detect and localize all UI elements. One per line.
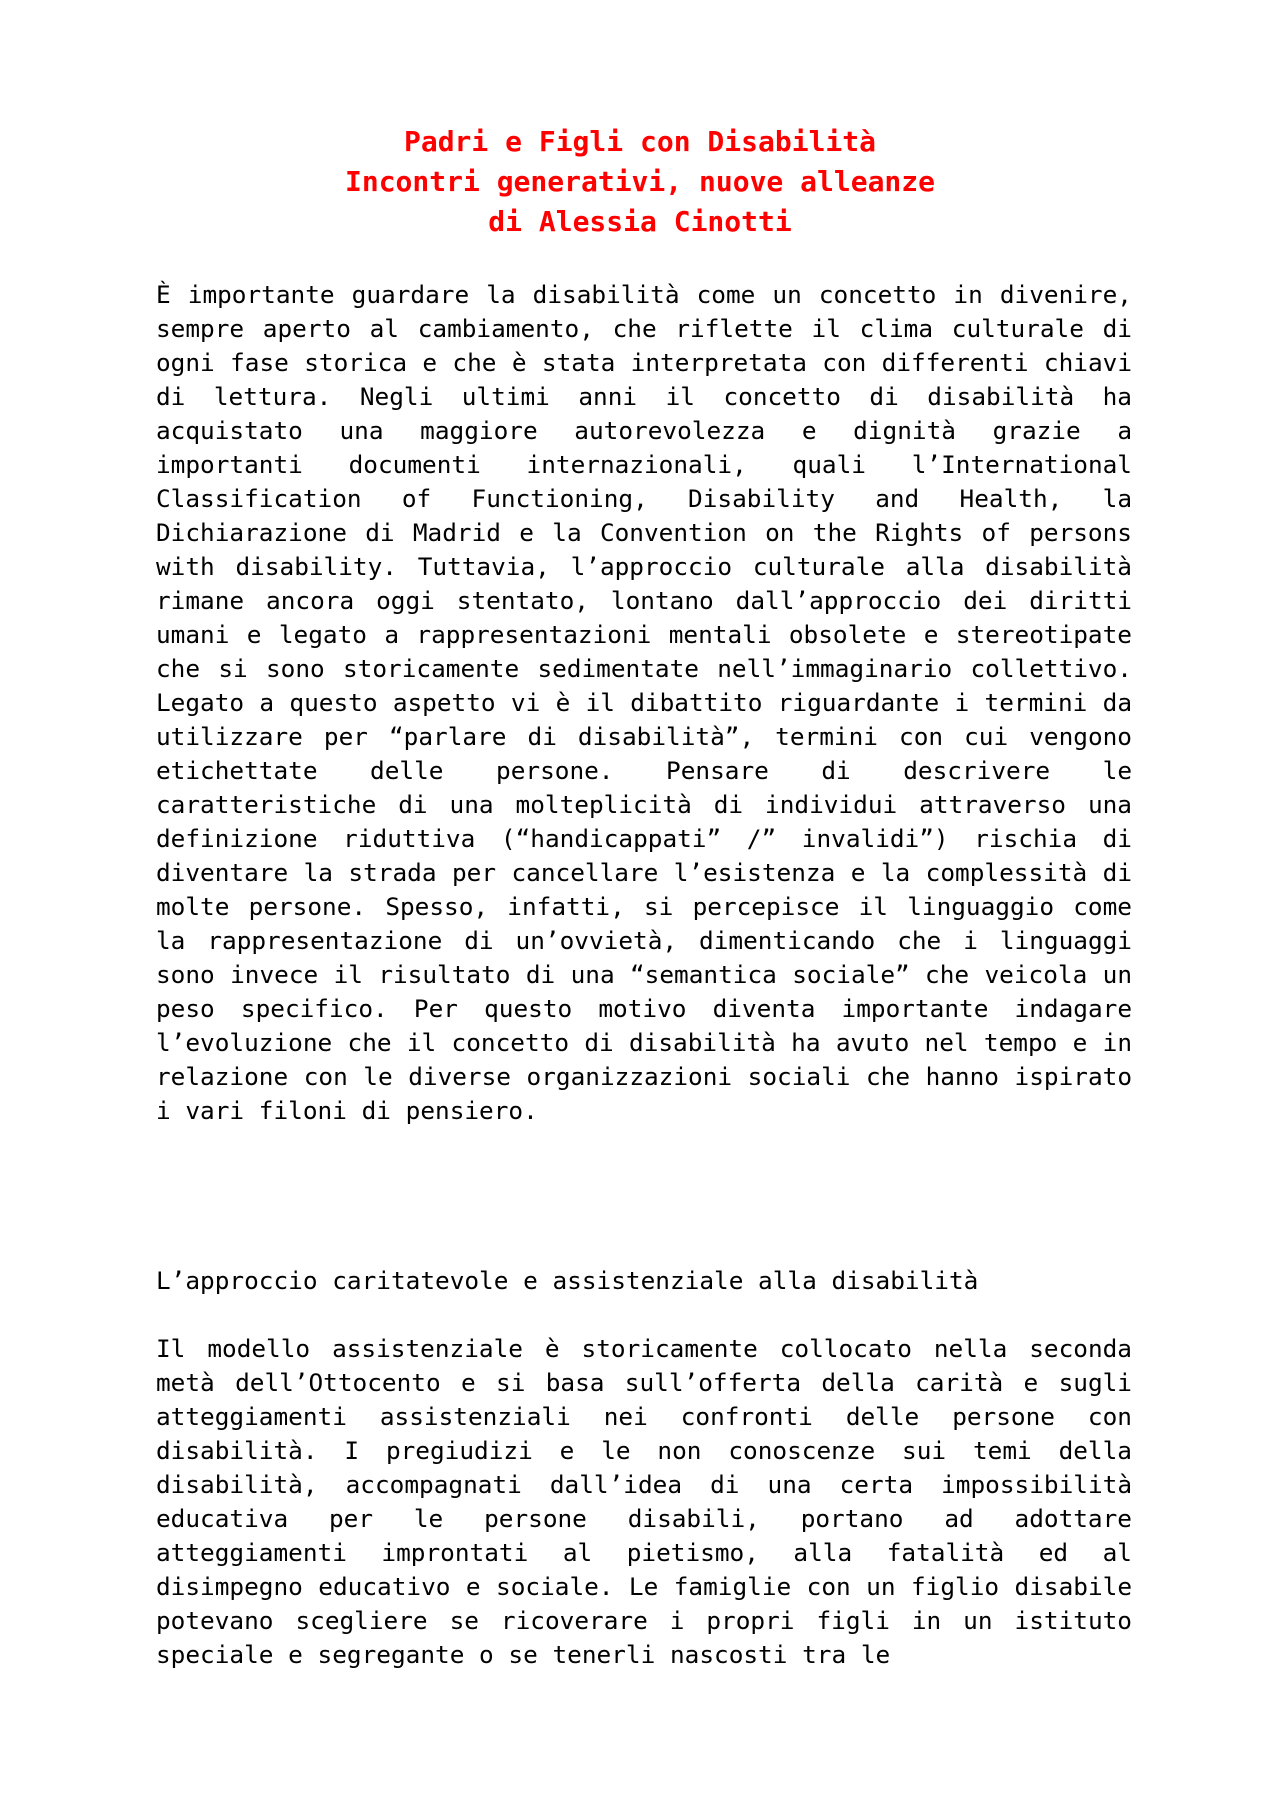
title-line-author: di Alessia Cinotti — [488, 205, 792, 238]
document-title — [150, 122, 1130, 242]
paragraph-assistenziale: Il modello assistenziale è storicamente collocato nella seconda metà dell’Ottocento e si basa sull’offerta della carità e sugli atteggiamenti assistenziali nei confronti delle persone con disabilità. I pregiudizi e le non conoscenze sui temi della disabilità, accompagnati dall’idea di una certa impossibilità educativa per le persone disabili, portano ad adottare atteggiamenti improntati al pietismo, alla fatalità ed al disimpegno educativo e sociale. Le famiglie con un figlio disabile potevano scegliere se ricoverare i propri figli in un istituto speciale e segregante o se tenerli nascosti tra le — [156, 1334, 1132, 1669]
title-line-subtitle: Incontri generativi, nuove alleanze — [344, 165, 935, 198]
paragraph-intro: È importante guardare la disabilità come un concetto in divenire, sempre aperto al cambiamento, che riflette il clima culturale di ogni fase storica e che è stata interpretata con differenti chiavi di lettura. Negli ultimi anni il concetto di disabilità ha acquistato una maggiore autorevolezza e dignità grazie a importanti documenti internazionali, quali l’International Classification of Functioning, Disability and Health, la Dichiarazione di Madrid e la Convention on the Rights of persons with disability. Tuttavia, l’approccio culturale alla disabilità rimane ancora oggi stentato, lontano dall’approccio dei diritti umani e legato a rappresentazioni mentali obsolete e stereotipate che si sono storicamente sedimentate nell’immaginario collettivo. Legato a questo aspetto vi è il dibattito riguardante i termini da utilizzare per “parlare di disabilità”, termini con cui vengono etichettate delle persone. Pensare di descrivere le caratteristiche di una molteplicità di individui attraverso una definizione riduttiva (“handicappati” /” invalidi”) rischia di diventare la strada per cancellare l’esistenza e la complessità di molte persone. Spesso, infatti, si percepisce il linguaggio come la rappresentazione di un’ovvietà, dimenticando che i linguaggi sono invece il risultato di una “semantica sociale” che veicola un peso specifico. Per questo motivo diventa importante indagare l’evoluzione che il concetto di disabilità ha avuto nel tempo e in relazione con le diverse organizzazioni sociali che hanno ispirato i vari filoni di pensiero. — [156, 280, 1132, 1125]
title-line-main: Padri e Figli con Disabilità — [403, 125, 876, 158]
section-heading: L’approccio caritatevole e assistenziale alla disabilità — [156, 1266, 979, 1295]
